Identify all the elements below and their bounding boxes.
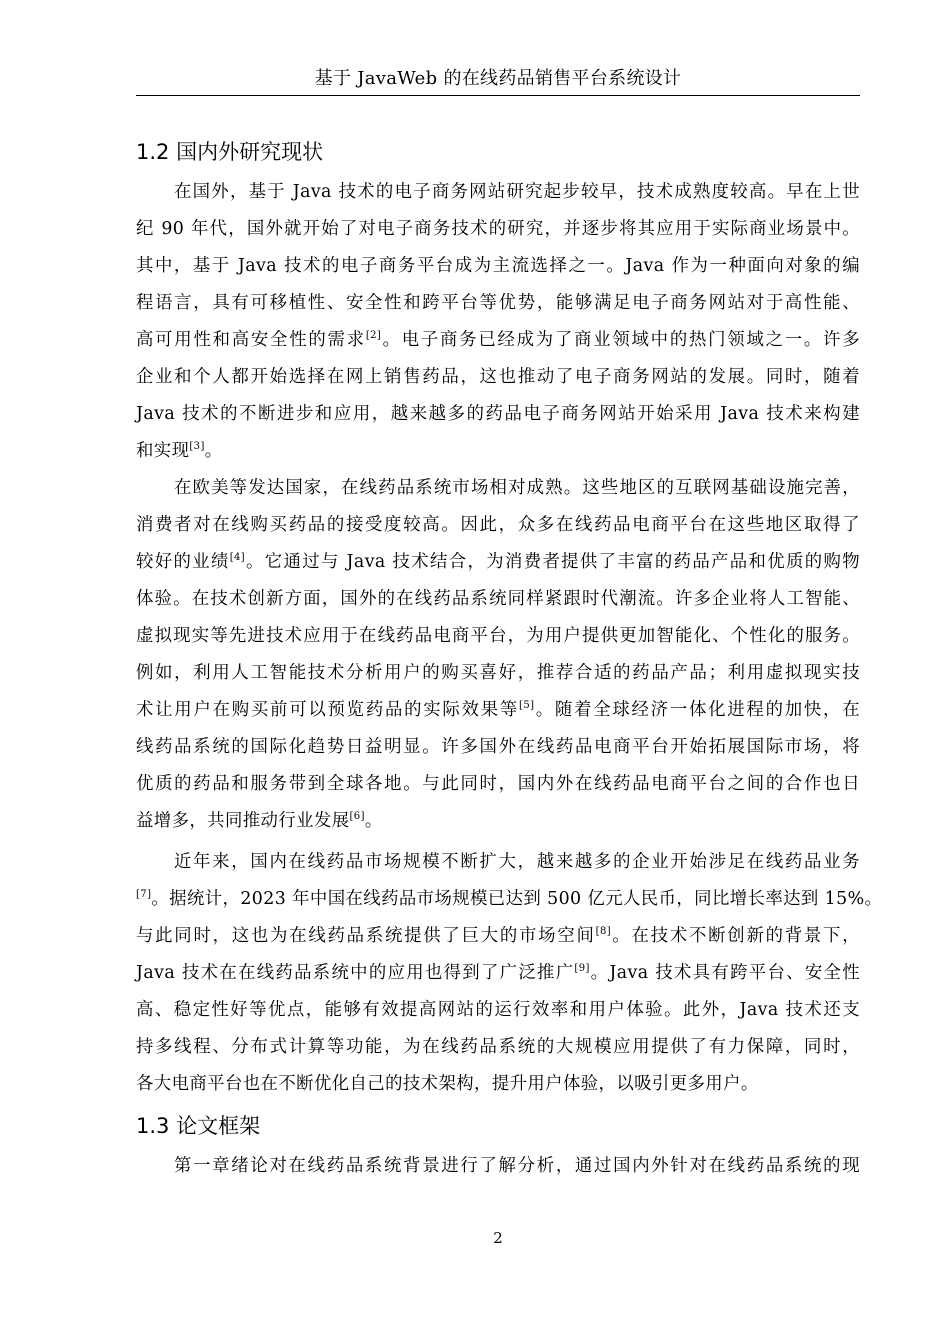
text-line: 近年来，国内在线药品市场规模不断扩大，越来越多的企业开始涉足在线药品业务 [174,852,860,872]
paragraph-1 [136,174,860,470]
citation-marker: [4] [229,552,246,563]
text-line: Java 技术的不断进步和应用，越来越多的药品电子商务网站开始采用 Java 技术来构建 [136,404,860,424]
text-line: 在欧美等发达国家，在线药品系统市场相对成熟。这些地区的互联网基础设施完善， [174,478,860,498]
text-line: 第一章绪论对在线药品系统背景进行了解分析，通过国内外针对在线药品系统的现 [174,1156,860,1176]
paragraph-2 [136,470,860,840]
text-line: 程语言，具有可移植性、安全性和跨平台等优势，能够满足电子商务网站对于高性能、 [136,293,860,313]
page-number: 2 [493,1229,503,1247]
citation-marker: [9] [574,963,590,974]
text-line: [7]。据统计，2023 年中国在线药品市场规模已达到 500 亿元人民币，同比增长率达到 15%。 [136,889,883,909]
citation-marker: [2] [365,330,382,341]
citation-marker: [6] [349,811,365,822]
text-line: 在国外，基于 Java 技术的电子商务网站研究起步较早，技术成熟度较高。早在上世 [174,182,860,202]
text-line: 其中，基于 Java 技术的电子商务平台成为主流选择之一。Java 作为一种面向对象的编 [136,256,860,276]
section-heading-1-2: 1.2 国内外研究现状 [136,140,324,164]
text-line: 持多线程、分布式计算等功能，为在线药品系统的大规模应用提供了有力保障，同时， [136,1037,860,1057]
text-line: 益增多，共同推动行业发展[6]。 [136,811,383,831]
text-line: 高可用性和高安全性的需求[2]。电子商务已经成为了商业领域中的热门领域之一。许多 [136,330,860,350]
text-line: 企业和个人都开始选择在网上销售药品，这也推动了电子商务网站的发展。同时，随着 [136,367,860,387]
text-line: 线药品系统的国际化趋势日益明显。许多国外在线药品电商平台开始拓展国际市场，将 [136,737,860,757]
paragraph-3 [136,844,883,1103]
text-line: 纪 90 年代，国外就开始了对电子商务技术的研究，并逐步将其应用于实际商业场景中。 [136,219,860,239]
text-line: 各大电商平台也在不断优化自己的技术架构，提升用户体验，以吸引更多用户。 [136,1074,759,1094]
citation-marker: [8] [595,926,612,937]
text-line: 体验。在技术创新方面，国外的在线药品系统同样紧跟时代潮流。许多企业将人工智能、 [136,589,860,609]
header-rule [136,95,860,96]
citation-marker: [7] [136,889,152,900]
text-line: 较好的业绩[4]。它通过与 Java 技术结合，为消费者提供了丰富的药品产品和优质的购物 [136,552,860,572]
text-line: 高、稳定性好等优点，能够有效提高网站的运行效率和用户体验。此外，Java 技术还支 [136,1000,860,1020]
citation-marker: [5] [519,700,535,711]
text-line: 例如，利用人工智能技术分析用户的购买喜好，推荐合适的药品产品；利用虚拟现实技 [136,663,860,683]
citation-marker: [3] [189,441,205,452]
text-line: 与此同时，这也为在线药品系统提供了巨大的市场空间[8]。在技术不断创新的背景下， [136,926,861,946]
section-heading-1-3: 1.3 论文框架 [136,1114,261,1138]
text-line: 优质的药品和服务带到全球各地。与此同时，国内外在线药品电商平台之间的合作也日 [136,774,860,794]
text-line: 虚拟现实等先进技术应用于在线药品电商平台，为用户提供更加智能化、个性化的服务。 [136,626,860,646]
text-line: 消费者对在线购买药品的接受度较高。因此，众多在线药品电商平台在这些地区取得了 [136,515,860,535]
text-line: 术让用户在购买前可以预览药品的实际效果等[5]。随着全球经济一体化进程的加快，在 [136,700,860,720]
text-line: Java 技术在在线药品系统中的应用也得到了广泛推广[9]。Java 技术具有跨平台、安全性 [136,963,860,983]
text-line: 和实现[3]。 [136,441,223,461]
paragraph-4 [136,1148,860,1185]
running-header: 基于 JavaWeb 的在线药品销售平台系统设计 [314,68,682,89]
